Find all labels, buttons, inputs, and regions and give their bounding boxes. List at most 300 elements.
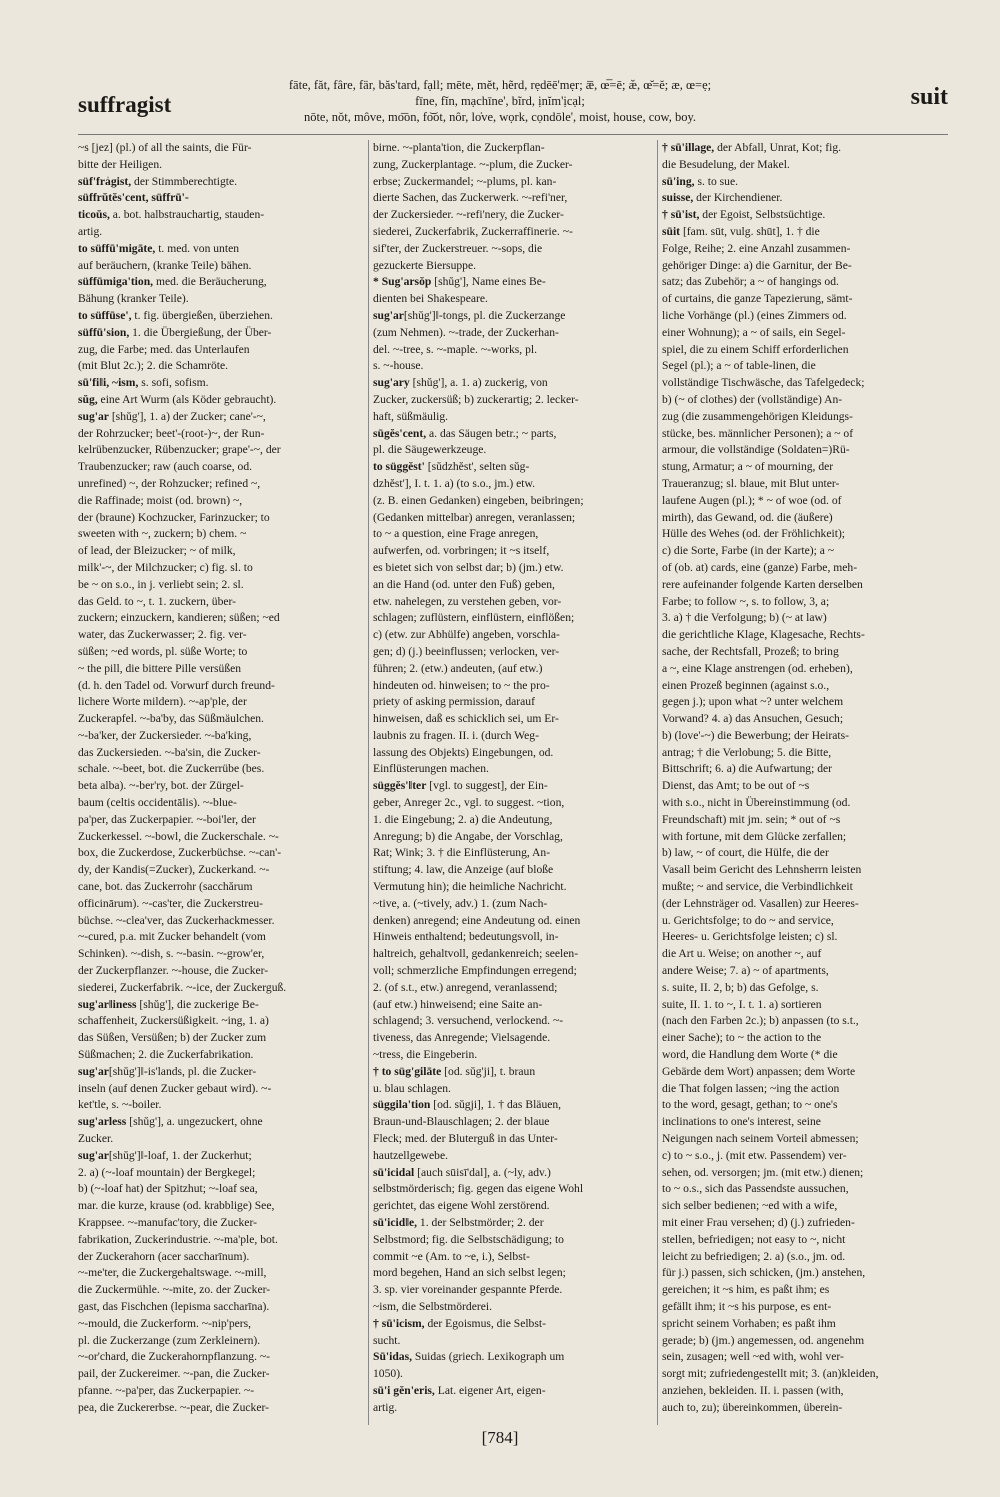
definition-text: ~tress, die Eingeberin. [373,1048,478,1062]
guide-word-right: suit [910,84,948,110]
text-line [373,711,653,728]
text-line [373,375,653,392]
definition-text: gehöriger Dinge: a) die Garnitur, der Be- [662,258,852,272]
text-line [373,1249,653,1266]
text-line [373,1349,653,1366]
definition-text: dzhĕst'], I. t. 1. a) (to s.o., jm.) etw. [373,476,536,490]
definition-text: ~-mould, die Zuckerform. ~-nip'pers, [78,1316,252,1330]
definition-text: unrefined) ~, der Rohzucker; refined ~, [78,476,261,490]
text-line [373,1148,653,1165]
definition-text: die Zuckermühle. ~-mite, zo. der Zucker- [78,1283,271,1297]
headword: † sū'ist, [662,208,700,222]
definition-text: artig. [78,224,103,238]
text-line [373,241,653,258]
definition-text: [shŭg'], die zuckerige Be- [136,997,259,1011]
definition-text: spiel, die zu einem Schiff erforderlichen [662,342,849,356]
definition-text: ~ism, die Selbstmörderei. [373,1299,492,1313]
text-line [373,510,653,527]
definition-text: gast, das Fischchen (lepisma saccharīna). [78,1299,270,1313]
definition-text: erbse; Zuckermandel; ~-plums, pl. kan- [373,174,557,188]
text-line [373,291,653,308]
definition-text: water, das Zuckerwasser; 2. fig. ver- [78,628,247,642]
definition-text: fabrikation, Zuckerindustrie. ~-ma'ple, bot. [78,1232,278,1246]
text-line [662,493,948,510]
definition-text: with s.o., nicht in Übereinstimmung (od. [662,796,851,810]
text-line [78,1047,366,1064]
definition-text: einer Wohnung); a ~ of sails, ein Segel- [662,325,846,339]
definition-text: tiveness, das Anregende; Vielsagende. [373,1031,551,1045]
headword: to süggĕst' [373,460,425,474]
definition-text: lassung des Objekts) Eingebungen, od. [373,745,554,759]
definition-text: stung, Armatur; a ~ of mourning, der [662,460,834,474]
text-line [373,594,653,611]
definition-text: Dienst, das Amt; to be out of ~s [662,779,810,793]
definition-text: büchse. ~-clea'ver, das Zuckerhackmesser. [78,913,275,927]
text-line [373,1316,653,1333]
text-line [373,1097,653,1114]
definition-text: Rat; Wink; 3. † die Einflüsterung, An- [373,846,551,860]
text-line [78,174,366,191]
text-line [78,678,366,695]
text-line [662,1114,948,1131]
text-line [78,325,366,342]
definition-text: (zum Nehmen). ~-trade, der Zuckerhan- [373,325,559,339]
text-line [373,778,653,795]
text-line [662,913,948,930]
text-line [373,1198,653,1215]
definition-text: a ~, eine Klage anstrengen (od. erheben), [662,661,853,675]
text-line [662,325,948,342]
text-line [662,1148,948,1165]
text-line [662,896,948,913]
definition-text: gerade; b) (jm.) angemessen, od. angenehm [662,1333,865,1347]
definition-text: zug (die zusammengehörigen Kleidungs- [662,409,853,423]
definition-text: Fleck; med. der Bluterguß in das Unter- [373,1132,558,1146]
definition-text: eine Art Wurm (als Köder gebraucht). [97,392,277,406]
definition-text: die Raffinade; moist (od. brown) ~, [78,493,243,507]
text-line [78,594,366,611]
definition-text: schlagend; 3. versuchend, verlockend. ~- [373,1014,564,1028]
definition-text: der Egoist, Selbstsüchtige. [699,208,826,222]
definition-text: auch to, zu); übereinkommen, überein- [662,1400,843,1414]
text-line [78,1249,366,1266]
definition-text: stiftung; 4. law, die Anzeige (auf bloße [373,863,554,877]
pronunciation-key-line-1: fāte, făt, fâre, fär, băs'tard, fạll; mēte, mĕt, hẽrd, rẹdēē'mẹr; æ̅, œ̅=ē; æ̆, œ̆=ĕ; æ, œ=ẹ; [288,78,712,92]
definition-text: b) (~-loaf hat) der Spitzhut; ~-loaf sea, [78,1182,258,1196]
text-line [78,543,366,560]
headword: † sū'illage, [662,141,715,154]
definition-text: Anregung; b) die Angabe, der Vorschlag, [373,829,563,843]
definition-text: lichere Worte mildern). ~-ap'ple, der [78,695,247,709]
definition-text: der (braune) Kochzucker, Farinzucker; to [78,510,270,524]
text-line [78,1064,366,1081]
definition-text: sein, zusagen; well ~ed with, wohl ver- [662,1350,844,1364]
text-line [373,392,653,409]
text-line [78,913,366,930]
headword: sū'fi‖i, ~ism, [78,376,139,390]
definition-text: hautzellgewebe. [373,1148,448,1162]
definition-text: [auch sūisī'dal], a. (~ly, adv.) [414,1165,551,1179]
definition-text: (nach den Farben 2c.); b) anpassen (to s.t., [662,1014,859,1028]
definition-text: (z. B. einen Gedanken) eingeben, beibringen; [373,493,584,507]
text-line [662,644,948,661]
text-line [78,1383,366,1400]
definition-text: (auf etw.) hinweisend; eine Saite an- [373,997,543,1011]
text-line [78,1265,366,1282]
definition-text: kelrübenzucker, Rübenzucker; grape'-~, der [78,443,281,457]
definition-text: (d. h. den Tadel od. Vorwurf durch freund- [78,678,275,692]
definition-text: [od. sŭgji], 1. † das Bläuen, [430,1098,562,1112]
definition-text: of curtains, die ganze Tapezierung, sämt- [662,292,853,306]
definition-text: siederei, Zuckerfabrik. ~-ice, der Zuckerguß. [78,980,287,994]
definition-text: word, die Handlung dem Worte (* die [662,1048,838,1062]
definition-text: s. suite, II. 2, b; b) das Gefolge, s. [662,980,819,994]
text-line [373,896,653,913]
definition-text: gefällt ihm; it ~s his purpose, es ent- [662,1299,832,1313]
text-line [78,946,366,963]
text-line [662,997,948,1014]
definition-text: with fortune, mit dem Glücke zerfallen; [662,829,847,843]
text-line [373,728,653,745]
definition-text: 1. die Übergießung, der Über- [129,325,272,339]
text-line [78,1349,366,1366]
text-line [662,426,948,443]
text-line [373,644,653,661]
column-1 [78,140,366,1430]
definition-text: [shŭg'], a. 1. a) zuckerig, von [409,376,548,390]
text-line [78,745,366,762]
definition-text: haft, süßmäulig. [373,409,449,423]
definition-text: [shŭg'], 1. a) der Zucker; cane'-~, [108,409,266,423]
text-line [662,678,948,695]
definition-text: pfanne. ~-pa'per, das Zuckerpapier. ~- [78,1383,255,1397]
text-line [373,1030,653,1047]
text-line [373,1366,653,1383]
definition-text: der Zuckerahorn (acer saccharīnum). [78,1249,250,1263]
pronunciation-key-line-2: fīne, fĭn, mạchīne', bĩrd, ịnĭm'ịcạl; [415,94,585,108]
text-line [78,1081,366,1098]
definition-text: Zuckerkessel. ~-bowl, die Zuckerschale. ~- [78,829,279,843]
text-line [373,560,653,577]
text-line [78,661,366,678]
definition-text: 1050). [373,1367,403,1381]
text-line [662,510,948,527]
text-line [662,291,948,308]
definition-text: ~tive, a. (~tively, adv.) 1. (zum Nach- [373,896,548,910]
definition-text: hindeuten od. hinweisen; to ~ the pro- [373,678,550,692]
definition-text: der Egoismus, die Selbst- [424,1316,546,1330]
definition-text: leicht zu befriedigen; 2. a) (s.o., jm. od. [662,1249,846,1263]
text-line [373,829,653,846]
text-line [78,644,366,661]
text-line [78,476,366,493]
text-line [373,862,653,879]
definition-text: Bähung (kranker Teile). [78,292,189,306]
definition-text: [shŭg'], Name eines Be- [431,275,546,289]
definition-text: Zucker. [78,1132,114,1146]
definition-text: (mit Blut 2c.); 2. die Schamröte. [78,359,229,373]
text-line [662,929,948,946]
definition-text: s. ~-house. [373,359,424,373]
text-line [78,694,366,711]
definition-text: der Stimmberechtigte. [131,174,238,188]
text-line [78,862,366,879]
definition-text: sich selber bedienen; ~ed with a wife, [662,1199,838,1213]
text-line [373,929,653,946]
definition-text: ~-cured, p.a. mit Zucker behandelt (vom [78,930,266,944]
text-line [78,493,366,510]
definition-text: box, die Zuckerdose, Zuckerbüchse. ~-can'- [78,846,282,860]
definition-text: denken) anregend; eine Andeutung od. einen [373,913,581,927]
definition-text: (der Lehnsträger od. Vasallen) zur Heeres- [662,896,859,910]
headword: ticoŭs, [78,208,110,222]
text-line [662,442,948,459]
guide-word-left: suffragist [78,92,172,117]
text-line [78,1165,366,1182]
definition-text: der Kirchendiener. [693,191,783,205]
definition-text: Neigungen nach seinem Vorteil abmessen; [662,1132,859,1146]
text-line [662,963,948,980]
definition-text: das Zuckersieden. ~-ba'sin, die Zucker- [78,745,261,759]
text-line [662,459,948,476]
text-line [662,1249,948,1266]
definition-text: inclinations to one's interest, seine [662,1115,821,1129]
definition-text: 2. (of s.t., etw.) anregend, veranlassend; [373,980,558,994]
definition-text: [shŭg'], a. ungezuckert, ohne [126,1115,263,1129]
definition-text: Einflüsterungen machen. [373,762,489,776]
text-line [373,610,653,627]
text-line [662,1232,948,1249]
definition-text: ~s [jez] (pl.) of all the saints, die Für- [78,141,252,154]
definition-text: führen; 2. (etw.) andeuten, (auf etw.) [373,661,543,675]
text-line [662,1299,948,1316]
definition-text: Heeres- u. Gerichtsfolge leisten; c) sl. [662,930,838,944]
text-line [662,862,948,879]
text-line [78,342,366,359]
text-line [78,442,366,459]
text-line [662,1333,948,1350]
column-3 [662,140,948,1430]
headword: to süffūse', [78,308,132,322]
definition-text: a. das Säugen betr.; ~ parts, [426,426,557,440]
text-line [78,1232,366,1249]
definition-text: sweeten with ~, zuckern; b) chem. ~ [78,527,247,541]
text-line [662,157,948,174]
text-line [662,845,948,862]
definition-text: be ~ on s.o., in j. verliebt sein; 2. sl. [78,577,244,591]
definition-text: andere Weise; 7. a) ~ of apartments, [662,964,829,978]
text-line [373,174,653,191]
text-line [662,980,948,997]
text-line [78,929,366,946]
text-line [662,778,948,795]
text-line [78,829,366,846]
definition-text: zuckern; einzuckern, kandieren; süßen; ~ed [78,611,280,625]
headword: † sū'icism, [373,1316,425,1330]
definition-text: sehen, od. versorgen; jm. (mit etw.) dienen; [662,1165,864,1179]
text-line [373,1282,653,1299]
text-line [78,274,366,291]
definition-text: milk'-~, der Milchzucker; c) fig. sl. to [78,560,253,574]
text-line [78,1114,366,1131]
definition-text: einer Sache); to ~ the action to the [662,1031,822,1045]
text-line [78,241,366,258]
text-line [78,224,366,241]
definition-text: pea, die Zuckererbse. ~-pear, die Zucker- [78,1400,269,1414]
definition-text: 1. der Selbstmörder; 2. der [417,1216,544,1229]
definition-text: liche Vorhänge (pl.) (eines Zimmers od. [662,308,847,322]
definition-text: stücke, bes. männlicher Personen); a ~ of [662,426,854,440]
text-line [373,1383,653,1400]
text-line [662,610,948,627]
definition-text: del. ~-tree, s. ~-maple. ~-works, pl. [373,342,538,356]
headword: sug'ar [373,308,404,322]
text-line [373,342,653,359]
definition-text: Selbstmord; fig. die Selbstschädigung; to [373,1232,564,1246]
text-line [662,1097,948,1114]
text-line [78,627,366,644]
definition-text: of lead, der Bleizucker; ~ of milk, [78,544,236,558]
text-line [373,1013,653,1030]
definition-text: u. Gerichtsfolge; to do ~ and service, [662,913,834,927]
text-line [78,426,366,443]
text-line [662,258,948,275]
headword: süf'fra̍gist, [78,174,132,188]
text-line [662,829,948,846]
definition-text: med. die Beräucherung, [153,275,267,289]
definition-text: Vorwand? 4. a) das Ansuchen, Gesuch; [662,712,844,726]
definition-text: Schinken). ~-dish, s. ~-basin. ~-grow'er, [78,947,265,961]
text-line [78,375,366,392]
text-line [78,711,366,728]
text-line [662,745,948,762]
text-line [662,342,948,359]
text-line [373,140,653,157]
text-line [78,879,366,896]
text-line [373,1081,653,1098]
definition-text: mirth), das Gewand, od. die (äußere) [662,510,833,524]
text-line [373,459,653,476]
text-line [662,1383,948,1400]
text-line [373,476,653,493]
definition-text: to ~ a question, eine Frage anregen, [373,527,539,541]
headword: sug'ar [78,1064,109,1078]
definition-text: gegen j.); upon what ~? unter welchem [662,695,844,709]
text-line [662,1081,948,1098]
text-line [662,1030,948,1047]
definition-text: b) law, ~ of court, die Hülfe, die der [662,846,829,860]
text-line [662,728,948,745]
text-line [662,190,948,207]
text-line [78,1316,366,1333]
definition-text: an die Hand (od. unter den Fuß) geben, [373,577,555,591]
text-line [662,543,948,560]
definition-text: artig. [373,1400,398,1414]
definition-text: ~-or'chard, die Zuckerahornpflanzung. ~- [78,1350,270,1364]
text-line [662,1265,948,1282]
text-line [662,174,948,191]
headword: süggĕs'‖ter [373,779,427,793]
definition-text: of (ob. at) cards, eine (ganze) Farbe, meh- [662,560,858,574]
definition-text: etw. nahelegen, zu verstehen geben, vor- [373,594,562,608]
definition-text: Lat. eigener Art, eigen- [434,1383,546,1397]
headword: to süffū'migāte, [78,241,156,255]
definition-text: Hülle des Wehes (od. der Fröhlichkeit); [662,527,846,541]
definition-text: armour, die vollständige (Soldaten=)Rü- [662,443,850,457]
definition-text: es bietet sich von selbst dar; b) (jm.) etw. [373,560,564,574]
definition-text: to the word, gesagt, gethan; to ~ one's [662,1098,838,1112]
definition-text: antrag; † die Verlobung; 5. die Bitte, [662,745,832,759]
text-line [662,1064,948,1081]
text-line [373,493,653,510]
text-line [78,1299,366,1316]
headword: sug'ar [78,409,109,423]
headword: sug'arless [78,1115,127,1129]
definition-text: gerichtet, das eigene Wohl zerstörend. [373,1199,550,1213]
text-line [373,274,653,291]
text-line [78,190,366,207]
text-line [373,694,653,711]
definition-text: die That folgen lassen; ~ing the action [662,1081,840,1095]
definition-text: [shŭg']‖-loaf, 1. der Zuckerhut; [108,1148,252,1162]
definition-text: Gebärde dem Wort) anpassen; dem Worte [662,1064,856,1078]
text-line [78,526,366,543]
text-line [373,1299,653,1316]
text-line [78,409,366,426]
column-divider [657,140,658,1425]
text-line [662,1316,948,1333]
definition-text: ~-me'ter, die Zuckergehaltswage. ~-mill, [78,1266,267,1280]
definition-text: stellen, befriedigen; not easy to ~, nicht [662,1232,846,1246]
text-line [78,1148,366,1165]
definition-text: t. med. von unten [155,241,240,255]
text-line [662,946,948,963]
pronunciation-key-line-3: nōte, nŏt, môve, mo͞on, fo͝ot, nôr, lo̍ve, wọrk, cọndōle', moist, house, cow, boy. [303,110,697,124]
text-line [662,879,948,896]
text-line [373,745,653,762]
definition-text: Freundschaft) mit jm. sein; * out of ~s [662,812,841,826]
definition-text: der Rohrzucker; beet'-(root-)~, der Run- [78,426,265,440]
text-line [373,543,653,560]
headword: sŭg, [78,392,98,406]
text-line [373,308,653,325]
definition-text: b) (love'-~) die Bewerbung; der Heirats- [662,728,850,742]
text-line [373,997,653,1014]
text-line [662,1131,948,1148]
text-line [662,661,948,678]
text-line [662,1282,948,1299]
definition-text: vollständige Tischwäsche, das Tafelgedeck; [662,376,865,390]
headword: sū'icid‖e, [373,1216,418,1229]
headword: suisse, [662,191,694,205]
text-line [78,1198,366,1215]
text-line [78,459,366,476]
text-line [662,711,948,728]
definition-text: 2. a) (~-loaf mountain) der Bergkegel; [78,1165,256,1179]
text-line [78,207,366,224]
text-line [662,594,948,611]
definition-text: ~-ba'ker, der Zuckersieder. ~-ba'king, [78,728,252,742]
text-line [373,913,653,930]
text-line [662,274,948,291]
definition-text: schlagen; zuflüstern, einflüstern, einflößen; [373,611,575,625]
definition-text: hinweisen, daß es schicklich sei, um Er- [373,712,559,726]
definition-text: suite, II. 1. to ~, I. t. 1. a) sortieren [662,997,822,1011]
definition-text: s. to sue. [694,174,739,188]
headword: sū'ing, [662,174,695,188]
definition-text: bitte der Heiligen. [78,157,163,171]
text-line [662,795,948,812]
